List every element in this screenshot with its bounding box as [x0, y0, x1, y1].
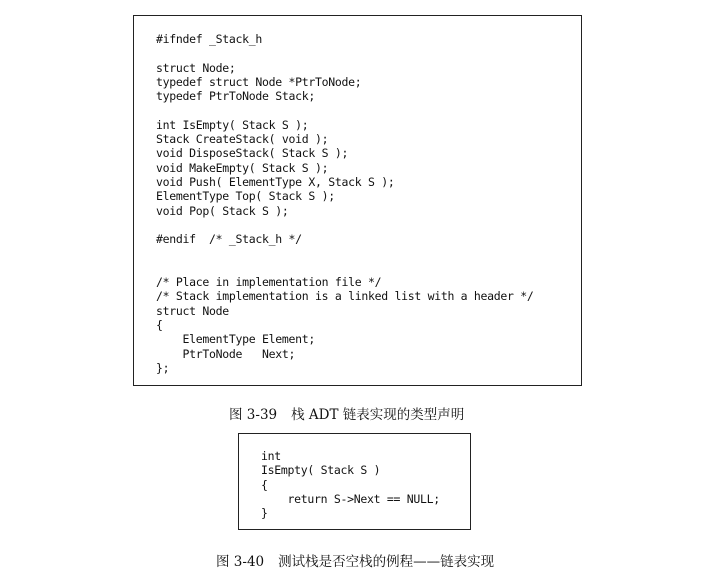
code-listing-3-40: int IsEmpty( Stack S ) { return S->Next == NULL; } — [261, 449, 440, 521]
figure-caption-3-39 — [229, 403, 464, 423]
code-listing-box-3-39 — [133, 15, 582, 386]
code-listing-box-3-40 — [238, 433, 471, 530]
figure-caption-text: 栈 ADT 链表实现的类型声明 — [291, 407, 465, 423]
figure-caption-text: 测试栈是否空栈的例程——链表实现 — [278, 554, 495, 570]
figure-number: 图 3-40 — [216, 554, 265, 570]
code-listing-3-39: #ifndef _Stack_h struct Node; typedef struct Node *PtrToNode; typedef PtrToNode Stack; int IsEmpty( Stack S ); Stack CreateStack( void ); void DisposeStack( Stack S ); void MakeEmpty( Stack S ); void Push( ElementType X, Stack S ); ElementType Top( Stack S ); void Pop( Stack S ); #endif /* _Stack_h */ /* Place in implementation file */ /* Stack implementation is a linked list with a header */ struct Node { ElementType Element; PtrToNode Next; }; — [156, 32, 534, 375]
figure-number: 图 3-39 — [229, 407, 278, 423]
figure-caption-3-40 — [216, 550, 494, 570]
